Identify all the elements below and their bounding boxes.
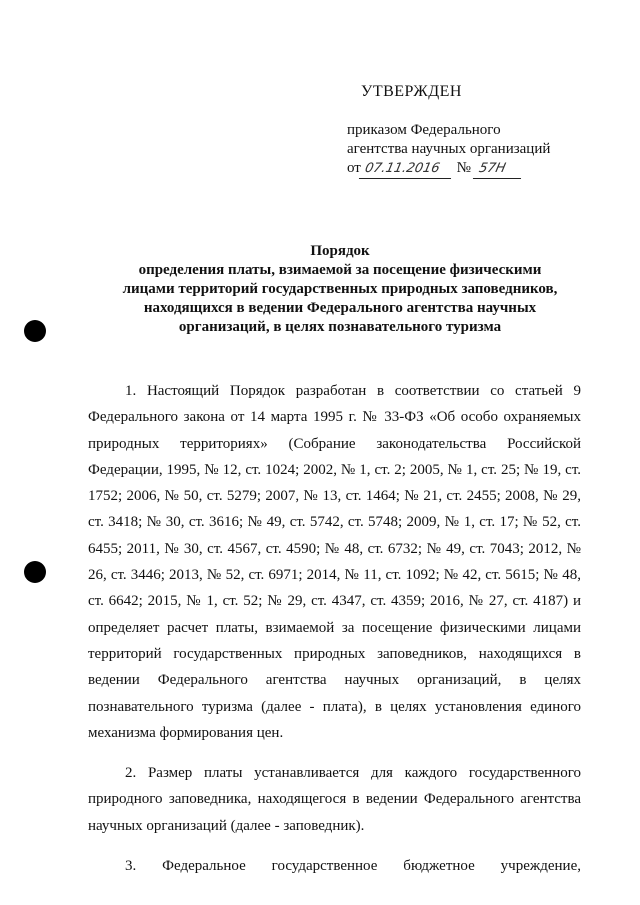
punch-hole-mark [24, 320, 46, 342]
document-body [88, 378, 581, 879]
number-prefix: № [456, 160, 471, 176]
approval-agency-line: агентства научных организаций [347, 141, 551, 157]
punch-hole-mark [24, 561, 46, 583]
paragraph-1: 1. Настоящий Порядок разработан в соответствии со статьей 9 Федерального закона от 14 марта 1995 г. № 33-ФЗ «Об особо охраняемых природных территориях» (Собрание законодательства Российской Федерации, 1995, № 12, ст. 1024; 2002, № 1, ст. 2; 2005, № 1, ст. 25; № 19, ст. 1752; 2006, № 50, ст. 5279; 2007, № 13, ст. 1464; № 21, ст. 2455; 2008, № 29, ст. 3418; № 30, ст. 3616; № 49, ст. 5742, ст. 5748; 2009, № 1, ст. 17; № 52, ст. 6455; 2011, № 30, ст. 4567, ст. 4590; № 48, ст. 6732; № 49, ст. 7043; 2012, № 26, ст. 3446; 2013, № 52, ст. 6971; 2014, № 11, ст. 1092; № 42, ст. 5615; № 48, ст. 6642; 2015, № 1, ст. 52; № 29, ст. 4347, ст. 4359; 2016, № 27, ст. 4187) и определяет расчет платы, взимаемой за посещение физическими лицами территорий государственных природных заповедников, находящихся в ведении Федерального агентства научных организаций, в целях познавательного туризма (далее - плата), в целях установления единого механизма формирования цен. [88, 383, 581, 741]
approval-order-line: приказом Федерального [347, 122, 501, 138]
approval-stamp-block [347, 82, 597, 179]
date-prefix: от [347, 160, 361, 176]
handwritten-date: 07.11.2016 [359, 159, 455, 179]
title-line: организаций, в целях познавательного туризма [178, 319, 502, 335]
approval-date-number-line [347, 159, 597, 179]
paragraph-3: 3. Федеральное государственное бюджетное учреждение, [125, 858, 581, 875]
document-title [60, 242, 620, 337]
title-line: Порядок [310, 243, 370, 259]
paragraph-2: 2. Размер платы устанавливается для каждого государственного природного заповедника, находящегося в ведении Федерального агентства научных организаций (далее - заповедник). [88, 765, 581, 834]
title-line: находящихся в ведении Федерального агентства научных [143, 300, 537, 316]
title-line: лицами территорий государственных природных заповедников, [122, 281, 558, 297]
handwritten-number: 57Н [473, 159, 525, 179]
approval-heading: УТВЕРЖДЕН [361, 83, 462, 100]
title-line: определения платы, взимаемой за посещение физическими [138, 262, 542, 278]
